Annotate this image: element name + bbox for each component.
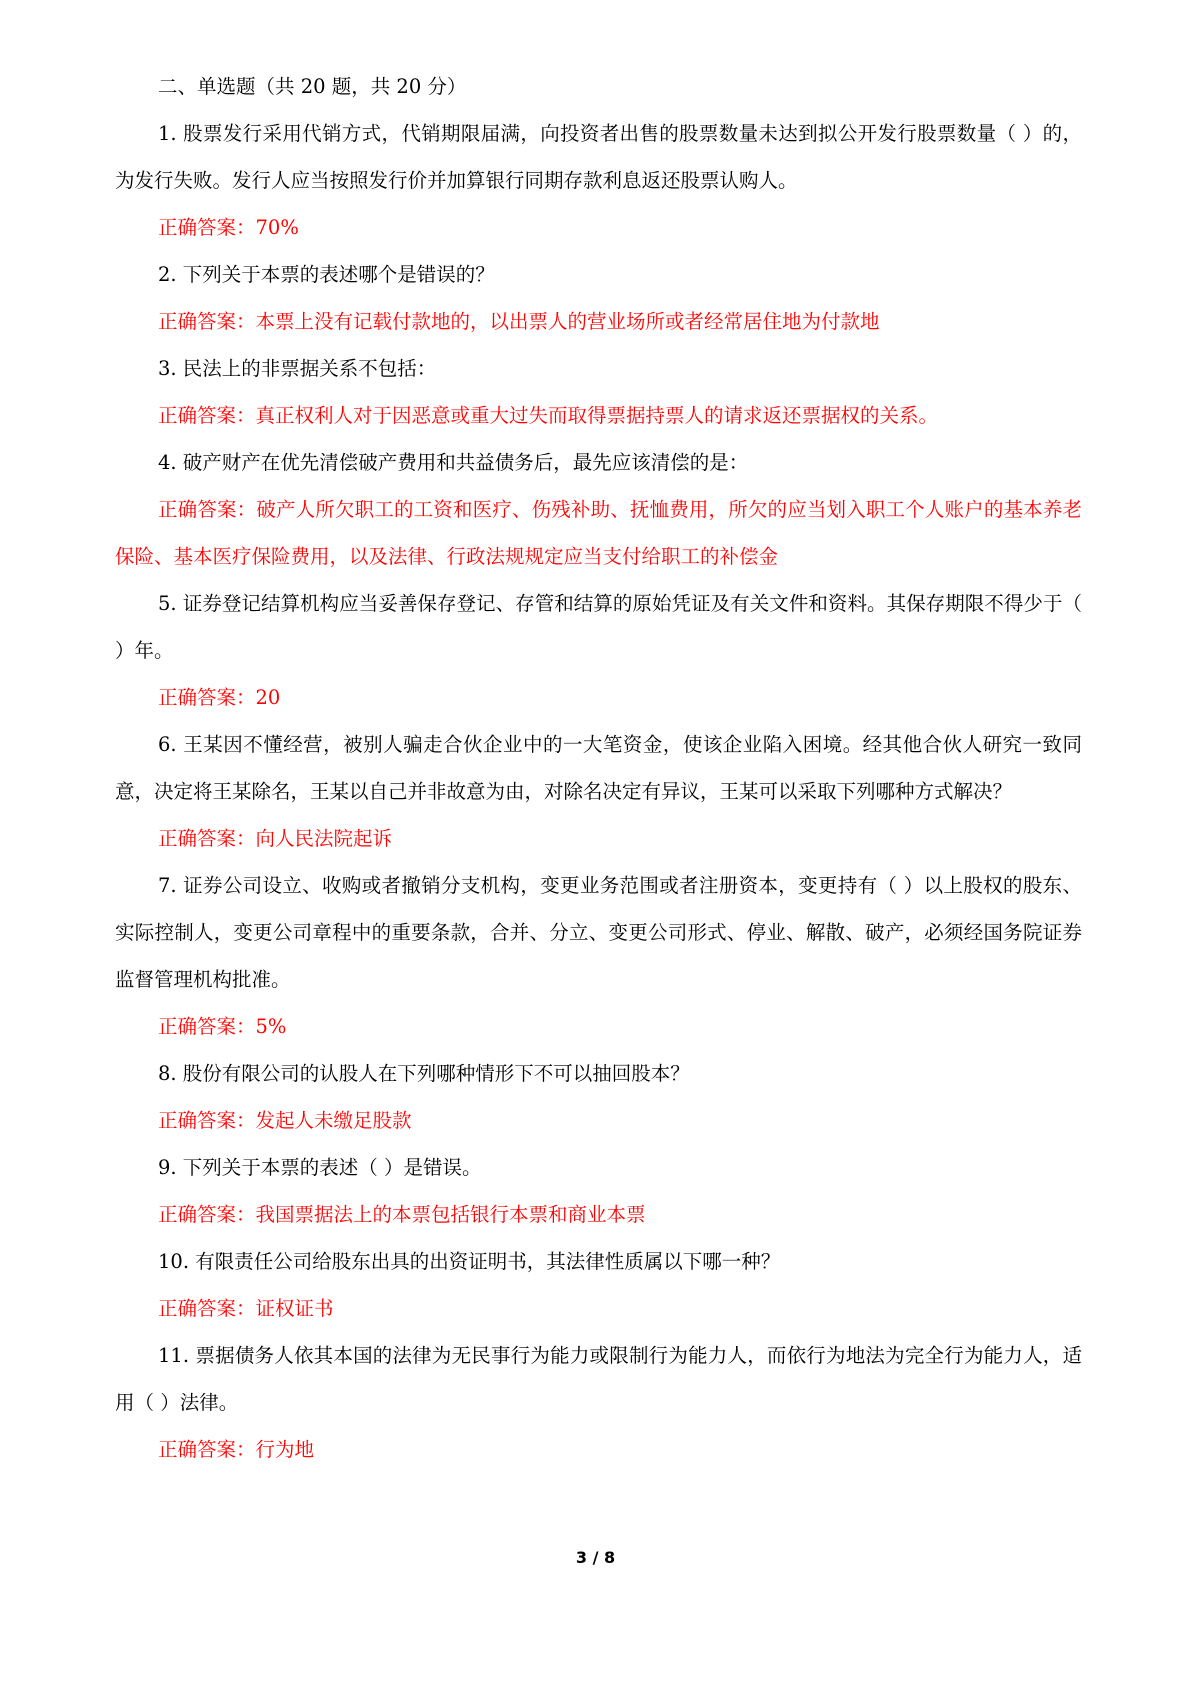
answer-text: 正确答案：本票上没有记载付款地的，以出票人的营业场所或者经常居住地为付款地	[158, 310, 880, 333]
question-item	[115, 251, 1082, 345]
answer-text: 正确答案：证权证书	[158, 1297, 334, 1320]
question-item	[115, 721, 1082, 862]
answer-text: 正确答案：向人民法院起诉	[158, 827, 393, 850]
question-item	[115, 345, 1082, 439]
page-number: 3 / 8	[575, 1548, 616, 1567]
answer-text: 正确答案：我国票据法上的本票包括银行本票和商业本票	[158, 1203, 646, 1226]
question-text: 8. 股份有限公司的认股人在下列哪种情形下不可以抽回股本？	[158, 1062, 690, 1085]
question-item	[115, 1144, 1082, 1238]
question-item	[115, 862, 1082, 1050]
question-text: 5. 证券登记结算机构应当妥善保存登记、存管和结算的原始凭证及有关文件和资料。其保存期限不得少于（ ）年。	[115, 592, 1082, 662]
answer-text: 正确答案：20	[158, 686, 281, 709]
answer-text: 正确答案：5%	[158, 1015, 287, 1038]
question-item	[115, 1050, 1082, 1144]
question-item	[115, 439, 1082, 580]
section-heading: 二、单选题（共 20 题，共 20 分）	[158, 75, 467, 98]
question-item	[115, 580, 1082, 721]
answer-text: 正确答案：真正权利人对于因恶意或重大过失而取得票据持票人的请求返还票据权的关系。	[158, 404, 939, 427]
question-text: 4. 破产财产在优先清偿破产费用和共益债务后，最先应该清偿的是：	[158, 451, 749, 474]
question-text: 11. 票据债务人依其本国的法律为无民事行为能力或限制行为能力人，而依行为地法为完全行为能力人，适用（ ）法律。	[115, 1344, 1082, 1414]
answer-text: 正确答案：70%	[158, 216, 299, 239]
page-content	[115, 63, 1082, 1473]
question-text: 7. 证券公司设立、收购或者撤销分支机构，变更业务范围或者注册资本，变更持有（ ）以上股权的股东、实际控制人，变更公司章程中的重要条款，合并、分立、变更公司形式、停业、解散、破产，必须经国务院证券监督管理机构批准。	[115, 874, 1082, 991]
question-item	[115, 1332, 1082, 1473]
question-text: 6. 王某因不懂经营，被别人骗走合伙企业中的一大笔资金，使该企业陷入困境。经其他合伙人研究一致同意，决定将王某除名，王某以自己并非故意为由，对除名决定有异议，王某可以采取下列哪种方式解决？	[115, 733, 1082, 803]
question-item	[115, 1238, 1082, 1332]
question-text: 10. 有限责任公司给股东出具的出资证明书，其法律性质属以下哪一种？	[158, 1250, 781, 1273]
question-text: 2. 下列关于本票的表述哪个是错误的？	[158, 263, 495, 286]
answer-text: 正确答案：发起人未缴足股款	[158, 1109, 412, 1132]
question-text: 3. 民法上的非票据关系不包括：	[158, 357, 437, 380]
question-text: 1. 股票发行采用代销方式，代销期限届满，向投资者出售的股票数量未达到拟公开发行股票数量（ ）的，为发行失败。发行人应当按照发行价并加算银行同期存款利息返还股票认购人。	[115, 122, 1082, 192]
question-item	[115, 110, 1082, 251]
answer-text: 正确答案：行为地	[158, 1438, 315, 1461]
answer-text: 正确答案：破产人所欠职工的工资和医疗、伤残补助、抚恤费用，所欠的应当划入职工个人账户的基本养老保险、基本医疗保险费用，以及法律、行政法规规定应当支付给职工的补偿金	[115, 498, 1082, 568]
question-text: 9. 下列关于本票的表述（ ）是错误。	[158, 1156, 482, 1179]
